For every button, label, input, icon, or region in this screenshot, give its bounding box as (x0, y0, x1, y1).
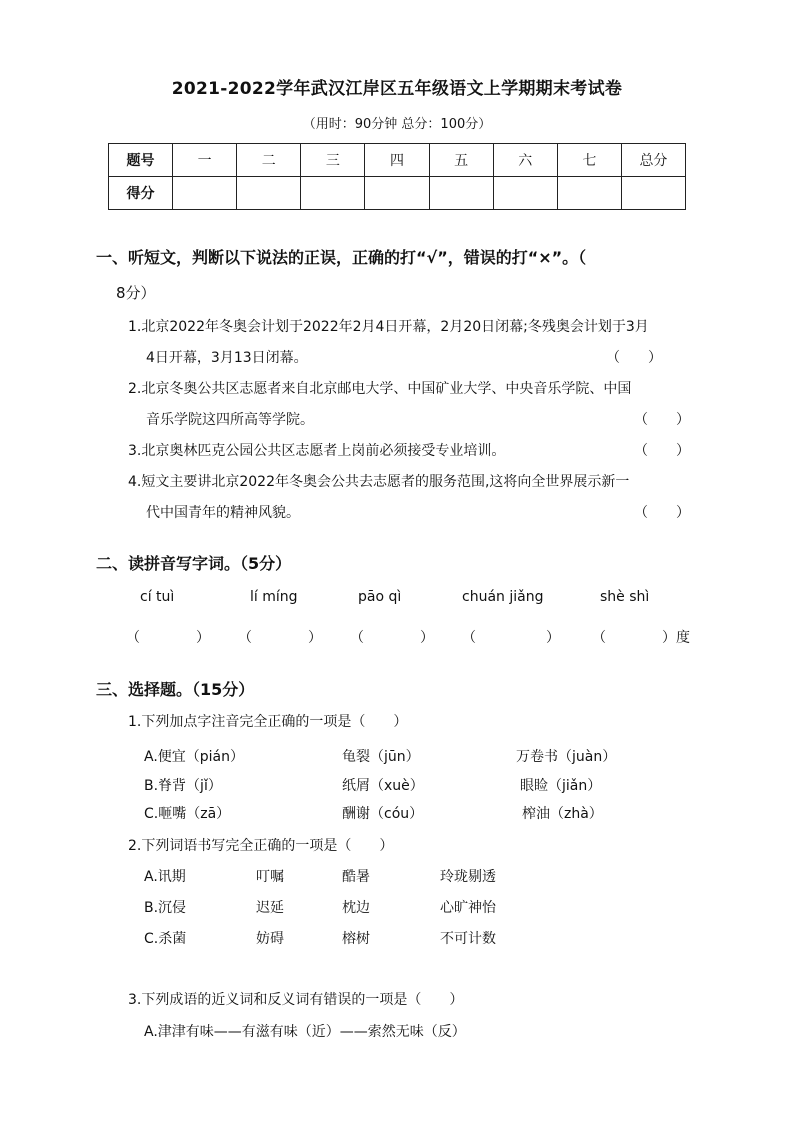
section3-heading: 三、选择题。（15分） (96, 680, 255, 699)
s3-q2-option[interactable]: C.杀菌 (144, 931, 187, 947)
score-header-cell: 题号 (109, 144, 173, 177)
s3-q3-option[interactable]: A.津津有味——有滋有味（近）——索然无味（反） (144, 1024, 466, 1040)
section1-heading-cont: 8分） (116, 284, 156, 302)
s3-q1-stem: 1.下列加点字注音完全正确的一项是（ ） (128, 714, 408, 730)
score-cell[interactable] (173, 177, 237, 210)
s3-q2-option: 不可计数 (440, 931, 496, 947)
s1-q2-line2: 音乐学院这四所高等学院。 (146, 412, 314, 428)
s3-q2-stem: 2.下列词语书写完全正确的一项是（ ） (128, 838, 394, 854)
score-cell[interactable] (557, 177, 621, 210)
s3-q1-option[interactable]: C.咂嘴（zā） (144, 806, 231, 822)
s1-q4-line1: 4.短文主要讲北京2022年冬奥会公共去志愿者的服务范围,这将向全世界展示新一 (128, 474, 630, 490)
score-header-cell: 四 (365, 144, 429, 177)
section1-heading: 一、听短文，判断以下说法的正误，正确的打“√”，错误的打“×”。（ (96, 248, 587, 267)
score-cell[interactable] (429, 177, 493, 210)
score-header-cell: 一 (173, 144, 237, 177)
score-header-cell: 二 (237, 144, 301, 177)
s3-q3-stem: 3.下列成语的近义词和反义词有错误的一项是（ ） (128, 992, 464, 1008)
pinyin-answer-blank-1[interactable]: （ ） (126, 630, 210, 646)
score-header-cell: 五 (429, 144, 493, 177)
score-table-header-row (109, 144, 686, 177)
pinyin-5: shè shì (600, 589, 650, 605)
exam-subtitle: （用时：90分钟 总分：100分） (302, 117, 492, 132)
score-row-label: 得分 (109, 177, 173, 210)
pinyin-1: cí tuì (140, 589, 175, 605)
s1-q1-line1: 1.北京2022年冬奥会计划于2022年2月4日开幕，2月20日闭幕;冬残奥会计划于3月 (128, 319, 649, 335)
s1-q2-line1: 2.北京冬奥公共区志愿者来自北京邮电大学、中国矿业大学、中央音乐学院、中国 (128, 381, 632, 397)
s3-q2-option: 心旷神怡 (440, 900, 496, 916)
s3-q2-option: 玲珑剔透 (440, 869, 496, 885)
s3-q1-option[interactable]: B.脊背（jǐ） (144, 778, 222, 794)
s3-q1-option: 万卷书（juàn） (516, 749, 617, 765)
score-cell[interactable] (237, 177, 301, 210)
score-header-cell: 三 (301, 144, 365, 177)
s3-q2-option: 妨碍 (256, 931, 284, 947)
score-header-cell: 总分 (621, 144, 685, 177)
score-table (108, 143, 686, 210)
s3-q2-option: 榕树 (342, 931, 370, 947)
s3-q2-option: 迟延 (256, 900, 284, 916)
s3-q1-option: 纸屑（xuè） (342, 778, 424, 794)
score-cell[interactable] (301, 177, 365, 210)
s1-q2-answer-paren[interactable]: （ ） (634, 412, 690, 428)
section2-heading: 二、读拼音写字词。（5分） (96, 554, 292, 573)
score-table-score-row (109, 177, 686, 210)
pinyin-answer-blank-3[interactable]: （ ） (350, 630, 434, 646)
score-header-cell: 七 (557, 144, 621, 177)
s3-q2-option: 酷暑 (342, 869, 370, 885)
s3-q2-option[interactable]: B.沉侵 (144, 900, 187, 916)
score-cell[interactable] (365, 177, 429, 210)
s3-q1-option[interactable]: A.便宜（pián） (144, 749, 245, 765)
score-cell[interactable] (493, 177, 557, 210)
s1-q3-line1: 3.北京奥林匹克公园公共区志愿者上岗前必须接受专业培训。 (128, 443, 506, 459)
s1-q1-line2: 4日开幕，3月13日闭幕。 (146, 350, 308, 366)
pinyin-answer-blank-5[interactable]: （ ）度 (592, 630, 690, 646)
exam-title: 2021-2022学年武汉江岸区五年级语文上学期期末考试卷 (171, 79, 623, 99)
s3-q2-option: 枕边 (342, 900, 370, 916)
pinyin-2: lí míng (250, 589, 298, 605)
pinyin-3: pāo qì (358, 589, 402, 605)
s3-q1-option: 眼睑（jiǎn） (520, 778, 602, 794)
s3-q1-option: 龟裂（jūn） (342, 749, 420, 765)
s1-q4-answer-paren[interactable]: （ ） (634, 505, 690, 521)
pinyin-4: chuán jiǎng (462, 589, 544, 605)
s3-q2-option[interactable]: A.讯期 (144, 869, 186, 885)
s3-q2-option: 叮嘱 (256, 869, 284, 885)
pinyin-answer-blank-4[interactable]: （ ） (462, 630, 560, 646)
s1-q1-answer-paren[interactable]: （ ） (606, 350, 662, 366)
score-header-cell: 六 (493, 144, 557, 177)
s3-q1-option: 酬谢（cóu） (342, 806, 424, 822)
pinyin-answer-blank-2[interactable]: （ ） (238, 630, 322, 646)
score-cell[interactable] (621, 177, 685, 210)
s1-q4-line2: 代中国青年的精神风貌。 (146, 505, 300, 521)
s3-q1-option: 榨油（zhà） (522, 806, 603, 822)
s1-q3-answer-paren[interactable]: （ ） (634, 443, 690, 459)
